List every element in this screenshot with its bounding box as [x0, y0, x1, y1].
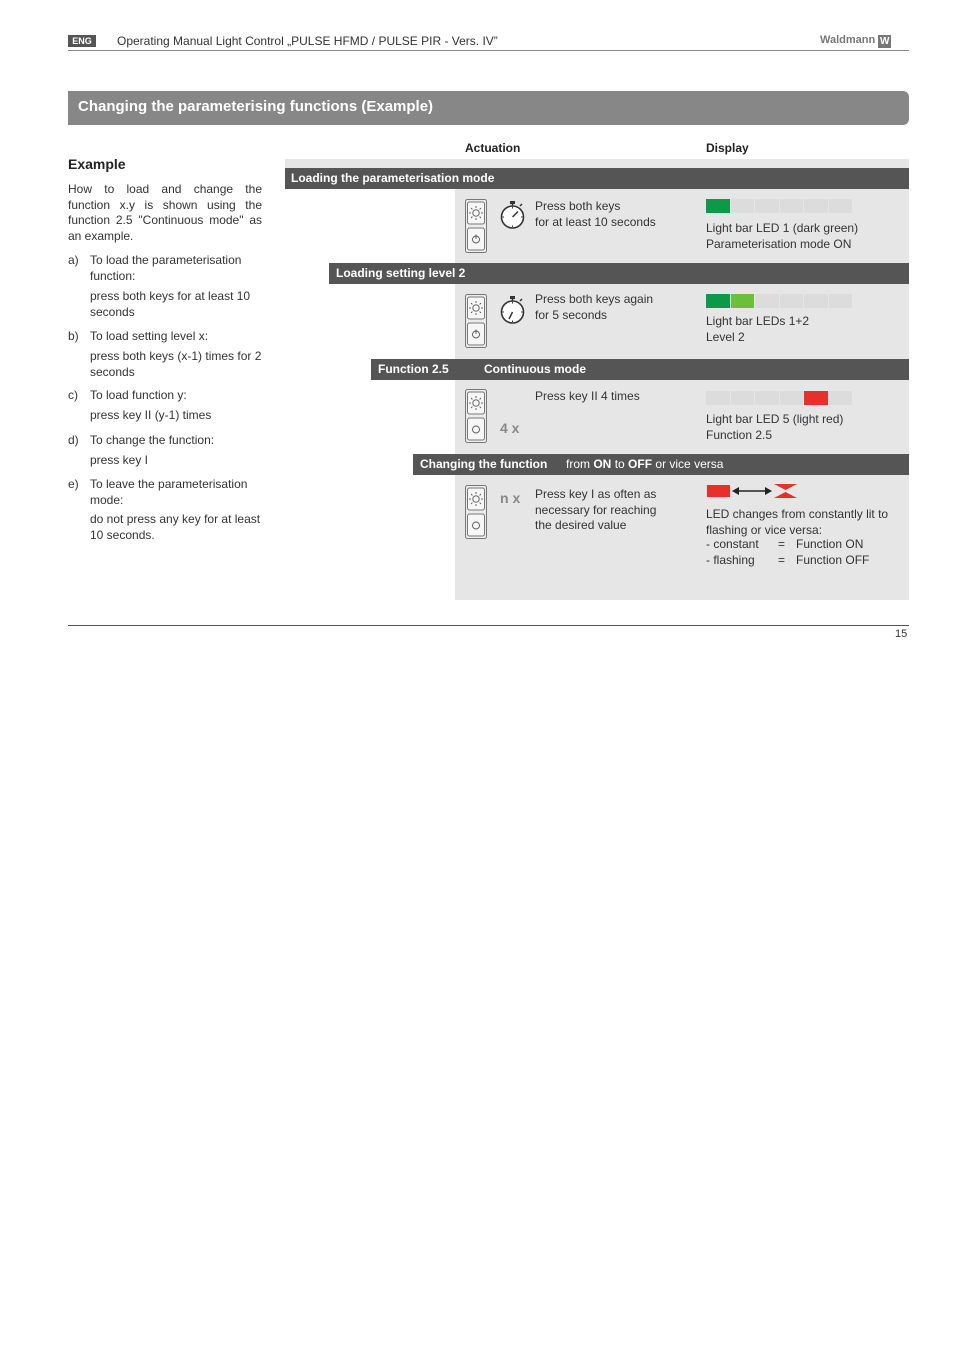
led-off	[731, 199, 755, 213]
led-off	[706, 391, 730, 405]
step-letter: d)	[68, 433, 79, 447]
led-constant	[707, 485, 730, 497]
led-off	[755, 199, 779, 213]
header-divider	[68, 50, 909, 51]
flashing-led-icon	[774, 484, 797, 498]
step-bar-title: Function 2.5	[378, 362, 449, 376]
actuation-text: Press both keys for at least 10 seconds	[535, 199, 656, 229]
step-bar-subtitle: Continuous mode	[484, 362, 586, 376]
led-off	[731, 391, 755, 405]
step-letter: c)	[68, 388, 78, 402]
step-detail: press key II (y-1) times	[90, 408, 212, 422]
step-letter: a)	[68, 253, 79, 267]
step-action: To load setting level x:	[90, 329, 209, 343]
step-detail: press both keys for at least 10 seconds	[90, 289, 251, 319]
led-off	[780, 294, 804, 308]
step-action: To load the parameterisation function:	[90, 253, 242, 283]
led-off	[755, 294, 779, 308]
brand-logo	[820, 34, 891, 48]
actuation-text: Press key I as often as necessary for reaching the desired value	[535, 487, 657, 532]
led-dark-green	[706, 199, 730, 213]
brand-mark: W	[879, 36, 890, 47]
stopwatch-icon	[499, 200, 526, 230]
legend-label: - flashing	[706, 553, 755, 567]
subtitle-off: OFF	[628, 457, 653, 471]
led-off	[829, 199, 853, 213]
led-off	[829, 294, 853, 308]
example-intro: How to load and change the function x.y is shown using the function 2.5 "Continuous mode" as an example.	[68, 182, 262, 243]
step-detail: do not press any key for at least 10 seconds.	[90, 512, 261, 542]
stopwatch-icon	[499, 295, 526, 325]
subtitle-to: to	[614, 457, 625, 471]
page-number: 15	[895, 628, 908, 640]
step-letter: b)	[68, 329, 79, 343]
led-bar	[706, 294, 852, 308]
step-bar-title: Changing the function	[420, 457, 548, 471]
led-light-red	[804, 391, 828, 405]
press-count: n x	[500, 490, 521, 506]
led-bar	[706, 391, 852, 405]
subtitle-rest: or vice versa	[655, 457, 724, 471]
legend-eq: =	[778, 537, 786, 551]
press-count: 4 x	[500, 420, 520, 436]
legend-value: Function ON	[796, 537, 864, 551]
led-off	[780, 391, 804, 405]
step-action: To leave the parameterisation mode:	[90, 477, 248, 507]
led-bar	[706, 199, 852, 213]
step-bar-setting-level	[329, 263, 909, 284]
step-action: To load function y:	[90, 388, 187, 402]
column-header-display: Display	[706, 141, 749, 155]
document-title: Operating Manual Light Control „PULSE HFMD / PULSE PIR - Vers. IV”	[117, 34, 498, 48]
step-bar-title: Loading the parameterisation mode	[291, 171, 495, 185]
language-badge: ENG	[68, 35, 96, 47]
step-bar-parameterisation	[285, 168, 909, 189]
led-off	[804, 294, 828, 308]
legend-value: Function OFF	[796, 553, 870, 567]
step-bar-subtitle	[566, 454, 723, 475]
led-off	[755, 391, 779, 405]
section-title: Changing the parameterising functions (Example)	[78, 98, 434, 115]
section-title-bar	[68, 91, 909, 125]
step-bar-change-function	[413, 454, 909, 475]
actuation-text: Press both keys again for 5 seconds	[535, 292, 654, 322]
sun-key-icon	[465, 199, 487, 253]
legend-eq: =	[778, 553, 786, 567]
led-off	[829, 391, 853, 405]
legend-label: - constant	[706, 537, 759, 551]
brand-name: Waldmann	[820, 34, 876, 46]
sun-key-icon	[465, 485, 487, 539]
subtitle-on: ON	[593, 457, 612, 471]
led-light-green	[731, 294, 755, 308]
actuation-text: Press key II 4 times	[535, 389, 640, 403]
display-text: Light bar LED 5 (light red) Function 2.5	[706, 412, 844, 442]
display-text: Light bar LEDs 1+2 Level 2	[706, 314, 810, 344]
step-bar-function	[371, 359, 909, 380]
led-dark-green	[706, 294, 730, 308]
led-off	[804, 199, 828, 213]
display-text: Light bar LED 1 (dark green) Parameterisation mode ON	[706, 221, 859, 251]
sun-key-icon	[465, 389, 487, 443]
led-off	[780, 199, 804, 213]
double-arrow-icon	[732, 485, 772, 497]
sun-key-icon	[465, 294, 487, 348]
step-letter: e)	[68, 477, 79, 491]
step-detail: press key I	[90, 453, 149, 467]
step-bar-title: Loading setting level 2	[336, 266, 466, 280]
column-header-actuation: Actuation	[465, 141, 521, 155]
step-action: To change the function:	[90, 433, 215, 447]
subtitle-from: from	[566, 457, 590, 471]
display-text: LED changes from constantly lit to flashing or vice versa:	[706, 507, 889, 537]
step-detail: press both keys (x-1) times for 2 seconds	[90, 349, 262, 379]
footer-divider	[68, 625, 909, 626]
example-heading: Example	[68, 156, 126, 172]
